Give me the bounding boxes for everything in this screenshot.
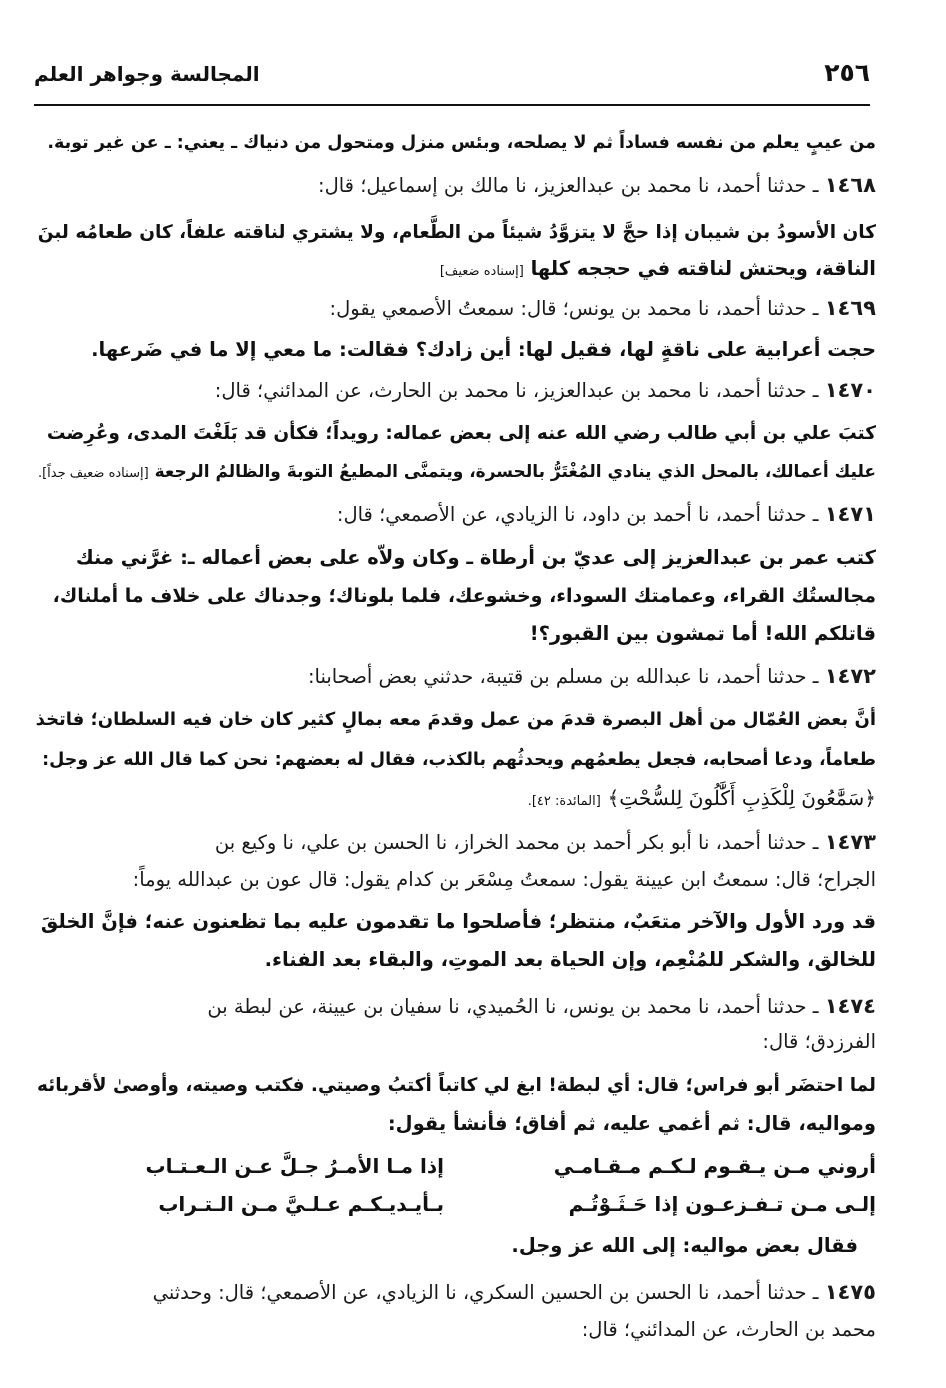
text-line: حجت أعرابية على ناقةٍ لها، فقيل لها: أين زادك؟ فقالت: ما معي إلا ما في ضَرعها. [91,338,876,361]
text-line: كان الأسودُ بن شيبان إذا حجَّ لا يتزوَّدُ شيئاً من الطَّعام، ولا يشتري لناقته علفاً، كان طعامُه لبنَ [37,222,876,243]
narration-line: ١٤٧٢ ـ حدثنا أحمد، نا عبدالله بن مسلم بن قتيبة، حدثني بعض أصحابنا: [307,664,876,688]
quran-reference: [المائدة: ٤٢]. [527,794,601,809]
text-line: من عيبٍ يعلم من نفسه فساداً ثم لا يصلحه، وبئس منزل ومتحول من دنياك ـ يعني: ـ عن غير توبة. [47,133,876,153]
text-line: كتبَ علي بن أبي طالب رضي الله عنه إلى بعض عماله: رويداً؛ فكأن قد بَلَغْتَ المدى، وعُرِضت [46,423,876,444]
text-line: مجالستُك القراء، وعمامتك السوداء، وخشوعك، فلما بلوناك؛ وجدناك على خلاف ما أملناك، [52,585,876,607]
hadith-number: ١٤٧٠ [824,378,876,402]
text-line: قاتلكم الله! أما تمشون بين القبور؟! [529,622,876,645]
narration-line: ١٤٦٨ ـ حدثنا أحمد، نا محمد بن عبدالعزيز، نا مالك بن إسماعيل؛ قال: [318,173,876,197]
narration-line: ١٤٦٩ ـ حدثنا أحمد، نا محمد بن يونس؛ قال: سمعتُ الأصمعي يقول: [329,296,876,320]
text-line: كتب عمر بن عبدالعزيز إلى عديّ بن أرطاة ـ وكان ولاّه على بعض أعماله ـ: غرَّني منك [75,546,876,569]
narration-line: الجراح؛ قال: سمعتُ ابن عيينة يقول: سمعتُ مِسْعَر بن كدام يقول: قال عون بن عبدالله يوماً: [132,868,876,891]
poem-verse-1-first-hemistich: أروني مـن يـقـوم لـكـم مـقـامـي [553,1154,876,1178]
text-line: عليك أعمالك، بالمحل الذي ينادي المُغْتَرُّ بالحسرة، ويتمنَّى المطيعُ التوبةَ والظالمُ الرجعة [إسناده ضعيف جداً]. [37,462,876,482]
text-line: لما احتضَر أبو فراس؛ قال: أي لبطة! ابغ لي كاتباً أكتبُ وصيتي. فكتب وصيته، وأوصىٰ لأقربائه [37,1075,876,1096]
grading-note: [إسناده ضعيف جداً]. [37,466,149,481]
narration-line: ١٤٧٣ ـ حدثنا أحمد، نا أبو بكر أحمد بن محمد الخراز، نا الحسن بن علي، نا وكيع بن [214,830,876,854]
hadith-number: ١٤٦٩ [824,296,876,320]
text-line: ومواليه، قال: ثم أغمي عليه، ثم أفاق؛ فأنشأ يقول: [387,1112,876,1135]
text-line: قد ورد الأول والآخر متعَبٌ، منتظر؛ فأصلحوا ما تقدمون عليه بما تظعنون عنه؛ فإنَّ الخلقَ [40,910,876,933]
narration-line: ١٤٧٥ ـ حدثنا أحمد، نا الحسن بن الحسين السكري، نا الزيادي، عن الأصمعي؛ قال: وحدثني [152,1280,876,1304]
hadith-number: ١٤٧٢ [824,664,876,688]
hadith-number: ١٤٦٨ [824,173,876,197]
page-number: ٢٥٦ [824,58,870,87]
narration-line: ١٤٧٤ ـ حدثنا أحمد، نا محمد بن يونس، نا الحُميدي، نا سفيان بن عيينة، عن لبطة بن [207,994,876,1018]
narration-line: ١٤٧٠ ـ حدثنا أحمد، نا محمد بن عبدالعزيز، نا محمد بن الحارث، عن المدائني؛ قال: [214,378,876,402]
page-header [34,58,870,104]
quran-line [34,778,876,818]
hadith-number: ١٤٧١ [824,502,876,526]
text-line: فقال بعض مواليه: إلى الله عز وجل. [511,1234,858,1257]
narration-line: ١٤٧١ ـ حدثنا أحمد، نا أحمد بن داود، نا الزيادي، عن الأصمعي؛ قال: [336,502,876,526]
poem-verse-2-second-hemistich: بـأيـديـكـم عـلـيَّ مـن الـتـراب [158,1192,444,1216]
text-line: طعاماً، ودعا أصحابه، فجعل يطعمُهم ويحدثُهم بالكذب، فقال له بعضهم: نحن كما قال الله عز وجل: [42,750,876,770]
hadith-number: ١٤٧٤ [824,994,876,1018]
poem-verse-2-first-hemistich: إلـى مـن تـفـزعـون إذا حَـثَـوْتُـم [568,1192,876,1216]
quran-verse: ﴿سَمَّٰعُونَ لِلْكَذِبِ أَكَّٰلُونَ لِلسُّحْتِ﴾ [607,786,876,810]
text-line: للخالق، والشكر للمُنْعِم، وإن الحياة بعد الموتِ، والبقاء بعد الفناء. [264,948,876,971]
narration-line: الفرزدق؛ قال: [762,1030,876,1053]
narration-line: محمد بن الحارث، عن المدائني؛ قال: [581,1318,876,1341]
text-line: أنَّ بعض العُمّال من أهل البصرة قدمَ من عمل وقدمَ معه بمالٍ كثير كان خان فيه السلطان؛ فاتخذ [35,709,876,730]
header-rule [34,104,870,106]
hadith-number: ١٤٧٥ [824,1280,876,1304]
hadith-number: ١٤٧٣ [824,830,876,854]
grading-note: [إسناده ضعيف] [439,264,524,279]
running-title: المجالسة وجواهر العلم [34,62,260,86]
text-line: الناقة، ويحتش لناقته في حججه كلها [إسناده ضعيف] [439,257,876,280]
poem-verse-1-second-hemistich: إذا مـا الأمـرُ جـلَّ عـن الـعـتـاب [145,1154,444,1178]
